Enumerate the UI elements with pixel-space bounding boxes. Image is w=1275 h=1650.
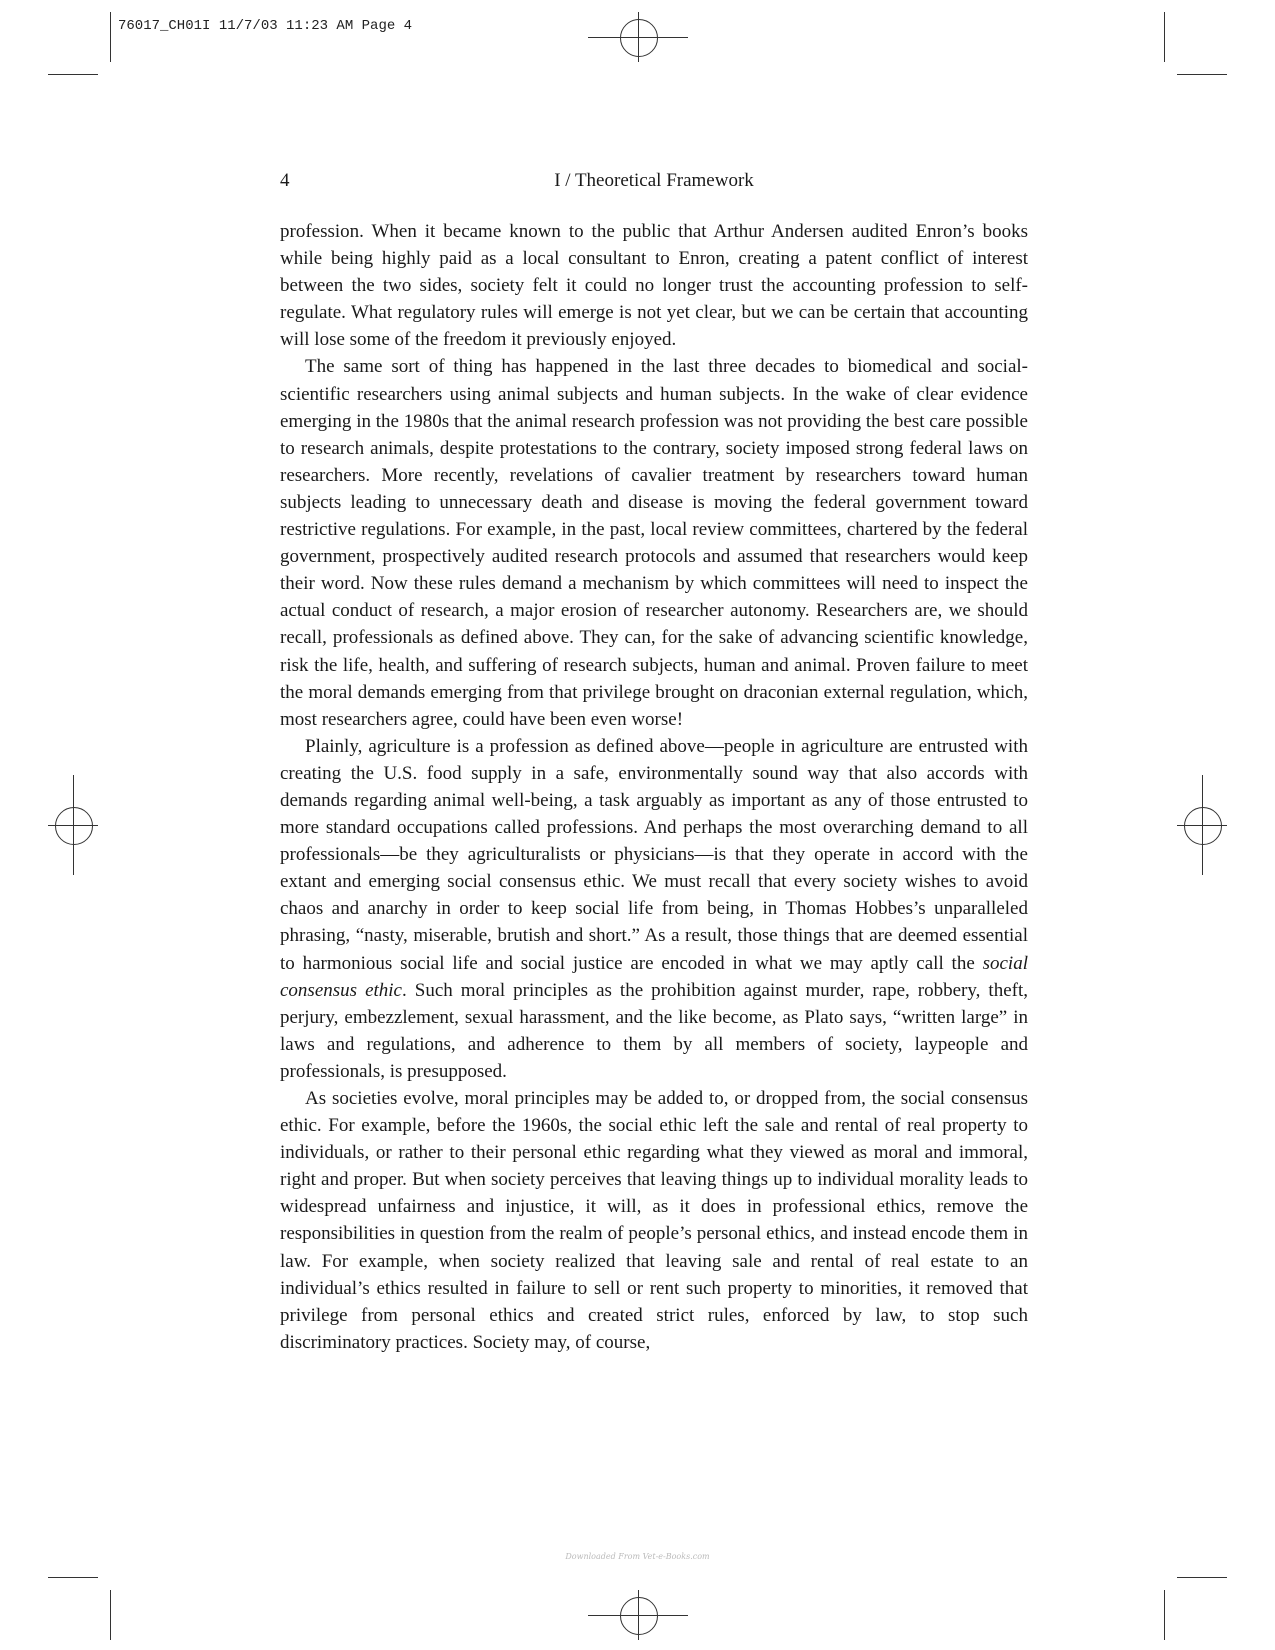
paragraph: profession. When it became known to the public that Arthur Andersen audited Enron’s books while being highly paid as a local consultant to Enron, creating a patent conflict of interest between the two sides, society felt it could no longer trust the accounting profession to self-regulate. What regulatory rules will emerge is not yet clear, but we can be certain that accounting will lose some of the freedom it previously enjoyed. (280, 221, 1028, 351)
crop-mark (1177, 1577, 1227, 1578)
registration-circle (620, 1597, 658, 1635)
crop-mark (48, 74, 98, 75)
paragraph-text: Plainly, agriculture is a profession as defined above—people in agriculture are entrusted with creating the U.S. food supply in a safe, environmentally sound way that also accords with demands regarding animal well-being, a task arguably as important as any of those entrusted to more standard occupations called professions. And perhaps the most overarching demand to all professionals—be they agriculturalists or physicians—is that they operate in accord with the extant and emerging social consensus ethic. We must recall that every society wishes to avoid chaos and anarchy in order to keep social life from being, in Thomas Hobbes’s unparalleled phrasing, “nasty, miserable, brutish and short.” As a result, those things that are deemed essential to harmonious social life and social justice are encoded in what we may aptly call the (280, 735, 1028, 974)
crop-mark (110, 12, 111, 62)
crop-mark (1164, 12, 1165, 62)
page-header (280, 170, 1028, 196)
paragraph: As societies evolve, moral principles may be added to, or dropped from, the social consensus ethic. For example, before the 1960s, the social ethic left the sale and rental of real property to individuals, or rather to their personal ethic regarding what they viewed as moral and immoral, right and proper. But when society perceives that leaving things up to individual morality leads to widespread unfairness and injustice, it will, as it does in professional ethics, remove the responsibilities in question from the realm of people’s personal ethics, and instead encode them in law. For example, when society realized that leaving sale and rental of real estate to an individual’s ethics resulted in failure to sell or rent such property to minorities, it removed that privilege from personal ethics and created strict rules, enforced by law, to stop such discriminatory practices. Society may, of course, (280, 1088, 1028, 1353)
paragraph: The same sort of thing has happened in the last three decades to biomedical and social-scientific researchers using animal subjects and human subjects. In the wake of clear evidence emerging in the 1980s that the animal research profession was not providing the best care possible to research animals, despite protestations to the contrary, society imposed strong federal laws on researchers. More recently, revelations of cavalier treatment by researchers toward human subjects leading to unnecessary death and disease is moving the federal government toward restrictive regulations. For example, in the past, local review committees, chartered by the federal government, prospectively audited research protocols and assumed that researchers would keep their word. Now these rules demand a mechanism by which committees will need to inspect the actual conduct of research, a major erosion of researcher autonomy. Researchers are, we should recall, professionals as defined above. They can, for the sake of advancing scientific knowledge, risk the life, health, and suffering of research subjects, human and animal. Proven failure to meet the moral demands emerging from that privilege brought on draconian external regulation, which, most researchers agree, could have been even worse! (280, 356, 1028, 730)
watermark: Downloaded From Vet-e-Books.com (565, 1552, 710, 1561)
crop-mark (1177, 74, 1227, 75)
paragraph-text: . Such moral principles as the prohibition against murder, rape, robbery, theft, perjury, embezzlement, sexual harassment, and the like become, as Plato says, “written large” in laws and regulations, and adherence to them by all members of society, laypeople and professionals, is presupposed. (280, 979, 1028, 1082)
registration-circle (620, 19, 658, 57)
crop-mark (1164, 1590, 1165, 1640)
printer-slug: 76017_CH01I 11/7/03 11:23 AM Page 4 (118, 18, 413, 34)
running-head: I / Theoretical Framework (554, 170, 754, 191)
registration-circle (1184, 807, 1222, 845)
page-number: 4 (280, 170, 290, 191)
paragraph (280, 733, 1028, 1085)
crop-mark (48, 1577, 98, 1578)
emphasis-term: social consensus ethic (280, 952, 1028, 1001)
body-text (280, 218, 1028, 1356)
registration-circle (55, 807, 93, 845)
crop-mark (110, 1590, 111, 1640)
